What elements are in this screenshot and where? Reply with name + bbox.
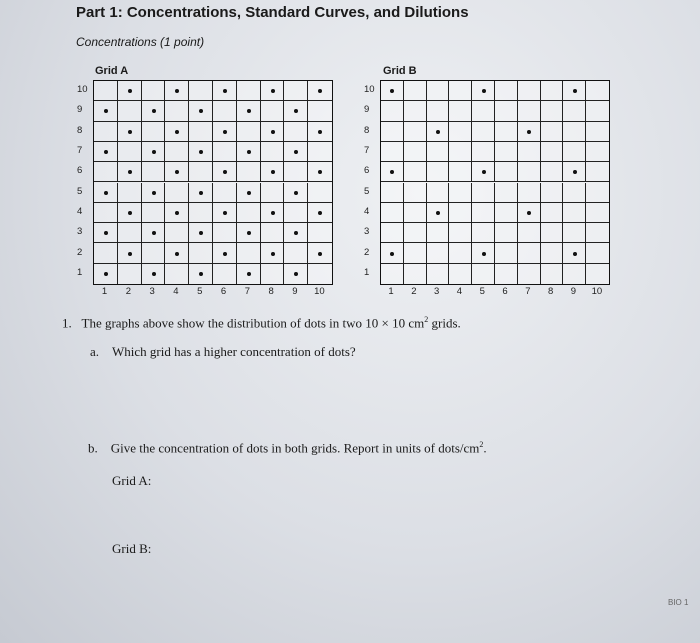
grid-cell xyxy=(449,101,472,121)
grid-dot xyxy=(573,89,577,93)
grid-cell xyxy=(495,264,518,284)
grid-cell xyxy=(94,203,118,223)
grid-dot xyxy=(527,130,531,134)
grid-cell xyxy=(189,81,213,101)
grid-dot xyxy=(318,211,322,215)
grid-cell xyxy=(261,142,285,162)
y-tick-label: 5 xyxy=(77,185,83,197)
x-tick-label: 10 xyxy=(314,286,325,297)
grid-cell xyxy=(381,264,404,284)
grid-dot xyxy=(152,191,156,195)
grid-dot xyxy=(175,252,179,256)
grid-cell xyxy=(381,223,404,243)
grid-cell xyxy=(541,162,564,182)
grid-a-label: Grid A xyxy=(95,65,129,77)
grid-dot xyxy=(223,252,227,256)
grid-cell xyxy=(563,142,586,162)
grid-cell xyxy=(541,203,564,223)
grid-cell xyxy=(404,183,427,203)
x-tick-label: 8 xyxy=(268,286,274,297)
grid-cell xyxy=(381,122,404,142)
y-tick-label: 8 xyxy=(364,124,370,136)
grid-cell xyxy=(261,223,285,243)
grid-dot xyxy=(247,191,251,195)
grid-cell xyxy=(472,223,495,243)
grid-cell xyxy=(586,264,609,284)
grid-cell xyxy=(213,264,237,284)
y-tick-label: 3 xyxy=(77,226,83,238)
grid-cell xyxy=(586,81,609,101)
grid-cell xyxy=(449,183,472,203)
grid-cell xyxy=(449,142,472,162)
grid-cell xyxy=(449,203,472,223)
x-tick-label: 7 xyxy=(244,286,250,297)
grid-cell xyxy=(541,142,564,162)
x-tick-label: 7 xyxy=(525,286,531,297)
grid-cell xyxy=(563,203,586,223)
grid-cell xyxy=(381,101,404,121)
grid-cell xyxy=(495,203,518,223)
grid-a xyxy=(93,80,333,285)
grid-dot xyxy=(247,231,251,235)
grid-cell xyxy=(261,264,285,284)
grid-cell xyxy=(586,142,609,162)
grid-cell xyxy=(284,162,308,182)
page-title: Part 1: Concentrations, Standard Curves, and Dilutions xyxy=(76,4,469,21)
grid-dot xyxy=(271,170,275,174)
question-1a-text: Which grid has a higher concentration of dots? xyxy=(112,344,356,359)
grid-dot xyxy=(152,231,156,235)
question-1-number: 1. xyxy=(62,315,72,331)
grid-cell xyxy=(261,183,285,203)
grid-cell xyxy=(118,264,142,284)
grid-cell xyxy=(404,264,427,284)
grid-cell xyxy=(449,264,472,284)
grid-dot xyxy=(247,272,251,276)
grid-dot xyxy=(104,272,108,276)
grid-dot xyxy=(271,211,275,215)
grid-cell xyxy=(404,101,427,121)
grid-cell xyxy=(165,142,189,162)
x-tick-label: 1 xyxy=(388,286,394,297)
grid-dot xyxy=(482,89,486,93)
grid-cell xyxy=(563,264,586,284)
grid-cell xyxy=(237,81,261,101)
grid-dot xyxy=(573,252,577,256)
grid-cell xyxy=(381,203,404,223)
x-tick-label: 5 xyxy=(197,286,203,297)
grid-cell xyxy=(518,264,541,284)
grid-cell xyxy=(427,162,450,182)
grid-cell xyxy=(118,101,142,121)
grid-dot xyxy=(128,252,132,256)
grid-cell xyxy=(284,122,308,142)
grid-cell xyxy=(142,122,166,142)
x-tick-label: 8 xyxy=(548,286,554,297)
grid-cell xyxy=(237,162,261,182)
grid-cell xyxy=(541,264,564,284)
grid-cell xyxy=(261,101,285,121)
grid-dot xyxy=(152,272,156,276)
grid-dot xyxy=(271,89,275,93)
y-tick-label: 6 xyxy=(77,165,83,177)
grid-dot xyxy=(199,272,203,276)
section-subtitle: Concentrations (1 point) xyxy=(76,35,205,49)
y-tick-label: 7 xyxy=(77,145,83,157)
grid-cell xyxy=(94,122,118,142)
answer-grid-b-label: Grid B: xyxy=(112,541,152,556)
grid-cell xyxy=(586,122,609,142)
x-tick-label: 6 xyxy=(502,286,508,297)
grid-cell xyxy=(165,264,189,284)
grid-cell xyxy=(165,183,189,203)
grid-cell xyxy=(472,101,495,121)
question-1b-superscript: 2 xyxy=(479,440,484,449)
grid-cell xyxy=(142,162,166,182)
grid-dot xyxy=(152,150,156,154)
grid-cell xyxy=(427,183,450,203)
question-1a-letter: a. xyxy=(90,344,100,359)
x-tick-label: 9 xyxy=(292,286,298,297)
grid-cell xyxy=(541,101,564,121)
grid-cell xyxy=(586,203,609,223)
grid-cell xyxy=(404,81,427,101)
grid-cell xyxy=(563,101,586,121)
grid-dot xyxy=(223,89,227,93)
grid-dot xyxy=(199,191,203,195)
x-tick-label: 4 xyxy=(456,286,463,297)
grid-cell xyxy=(495,122,518,142)
grid-cell xyxy=(381,183,404,203)
question-1-text-end: grids. xyxy=(428,315,461,331)
x-tick-label: 3 xyxy=(434,286,440,297)
y-tick-label: 6 xyxy=(364,165,370,177)
grid-dot xyxy=(318,130,322,134)
grid-cell xyxy=(563,122,586,142)
grid-cell xyxy=(541,243,564,263)
grid-cell xyxy=(427,81,450,101)
grid-cell xyxy=(213,142,237,162)
x-tick-label: 5 xyxy=(479,286,485,297)
grid-cell xyxy=(189,203,213,223)
y-tick-label: 1 xyxy=(364,266,370,278)
grid-cell xyxy=(518,142,541,162)
grid-cell xyxy=(495,162,518,182)
grid-cell xyxy=(449,223,472,243)
grid-cell xyxy=(213,101,237,121)
grid-cell xyxy=(404,162,427,182)
grid-dot xyxy=(247,150,251,154)
grid-cell xyxy=(586,183,609,203)
grid-cell xyxy=(142,81,166,101)
grid-cell xyxy=(427,142,450,162)
x-tick-label: 1 xyxy=(101,286,108,297)
grid-cell xyxy=(518,101,541,121)
grid-cell xyxy=(404,223,427,243)
grid-dot xyxy=(271,130,275,134)
grid-cell xyxy=(308,264,332,284)
y-tick-label: 10 xyxy=(364,84,375,96)
grid-cell xyxy=(308,223,332,243)
y-tick-label: 9 xyxy=(364,104,370,116)
grid-cell xyxy=(237,203,261,223)
y-tick-label: 8 xyxy=(77,124,83,136)
grid-cell xyxy=(518,223,541,243)
grid-cell xyxy=(541,122,564,142)
grid-cell xyxy=(213,183,237,203)
grid-cell xyxy=(495,223,518,243)
grid-dot xyxy=(294,191,298,195)
grid-dot xyxy=(104,150,108,154)
y-tick-label: 5 xyxy=(364,185,370,197)
grid-b-label: Grid B xyxy=(383,65,417,77)
y-tick-label: 3 xyxy=(364,226,370,238)
answer-grid-a-label: Grid A: xyxy=(112,473,152,488)
question-1b-text-end: . xyxy=(483,440,487,456)
grid-cell xyxy=(518,243,541,263)
grid-dot xyxy=(128,89,132,93)
x-tick-label: 2 xyxy=(411,286,417,297)
grid-cell xyxy=(586,243,609,263)
grid-cell xyxy=(495,81,518,101)
grid-cell xyxy=(237,243,261,263)
grid-cell xyxy=(189,243,213,263)
grid-cell xyxy=(586,223,609,243)
grid-cell xyxy=(449,81,472,101)
grid-cell xyxy=(449,243,472,263)
y-tick-label: 4 xyxy=(364,205,370,217)
grid-cell xyxy=(284,243,308,263)
grid-cell xyxy=(404,142,427,162)
grid-dot xyxy=(482,170,486,174)
grid-cell xyxy=(518,81,541,101)
grid-cell xyxy=(541,81,564,101)
question-1b xyxy=(88,440,487,456)
grid-cell xyxy=(284,203,308,223)
grid-cell xyxy=(213,223,237,243)
grid-cell xyxy=(495,183,518,203)
grid-dot xyxy=(271,252,275,256)
grid-cell xyxy=(308,142,332,162)
x-tick-label: 10 xyxy=(591,286,603,297)
x-tick-label: 9 xyxy=(570,286,577,297)
grid-cell xyxy=(118,142,142,162)
grid-cell xyxy=(518,183,541,203)
y-tick-label: 10 xyxy=(77,84,88,96)
grid-cell xyxy=(284,81,308,101)
grid-cell xyxy=(142,203,166,223)
grid-cell xyxy=(518,162,541,182)
grid-cell xyxy=(404,203,427,223)
grid-dot xyxy=(482,252,486,256)
grid-cell xyxy=(586,162,609,182)
grid-cell xyxy=(472,203,495,223)
grid-cell xyxy=(449,122,472,142)
grid-cell xyxy=(541,183,564,203)
y-tick-label: 2 xyxy=(364,246,370,258)
grid-cell xyxy=(495,101,518,121)
grid-cell xyxy=(449,162,472,182)
grid-dot xyxy=(436,130,440,134)
grid-cell xyxy=(404,122,427,142)
grid-cell xyxy=(586,101,609,121)
question-1a xyxy=(90,344,356,360)
grid-cell xyxy=(563,183,586,203)
x-tick-label: 2 xyxy=(125,286,131,297)
grid-cell xyxy=(118,183,142,203)
grid-cell xyxy=(427,223,450,243)
grid-cell xyxy=(495,243,518,263)
grid-dot xyxy=(223,130,227,134)
grid-cell xyxy=(94,243,118,263)
grid-cell xyxy=(427,264,450,284)
grid-b xyxy=(380,80,610,285)
grid-cell xyxy=(94,162,118,182)
x-tick-label: 3 xyxy=(149,286,155,297)
grid-cell xyxy=(165,223,189,243)
question-1-superscript: 2 xyxy=(424,315,429,324)
y-tick-label: 1 xyxy=(77,266,83,278)
question-1 xyxy=(62,315,461,331)
grid-dot xyxy=(318,252,322,256)
x-tick-label: 6 xyxy=(220,286,227,297)
grid-cell xyxy=(189,122,213,142)
grid-cell xyxy=(142,243,166,263)
question-1-text: The graphs above show the distribution of dots in two 10 × 10 cm xyxy=(81,315,425,331)
grid-cell xyxy=(94,81,118,101)
y-tick-label: 2 xyxy=(77,246,83,258)
grid-dot xyxy=(128,211,132,215)
grid-dot xyxy=(436,211,440,215)
grid-cell xyxy=(165,101,189,121)
grid-cell xyxy=(472,122,495,142)
question-1b-text: Give the concentration of dots in both grids. Report in units of dots/cm xyxy=(110,440,480,456)
y-tick-label: 9 xyxy=(77,104,83,116)
y-tick-label: 7 xyxy=(364,145,370,157)
grid-cell xyxy=(381,142,404,162)
grid-cell xyxy=(189,162,213,182)
grid-cell xyxy=(495,142,518,162)
grid-cell xyxy=(541,223,564,243)
question-1b-letter: b. xyxy=(88,440,98,456)
grid-cell xyxy=(427,243,450,263)
grid-cell xyxy=(237,122,261,142)
grid-cell xyxy=(472,264,495,284)
grid-cell xyxy=(118,223,142,243)
grid-cell xyxy=(427,101,450,121)
grid-dot xyxy=(128,130,132,134)
y-tick-label: 4 xyxy=(77,205,83,217)
grid-dot xyxy=(223,211,227,215)
grid-cell xyxy=(472,183,495,203)
grid-dot xyxy=(104,191,108,195)
grid-cell xyxy=(308,101,332,121)
grid-cell xyxy=(563,223,586,243)
x-tick-label: 4 xyxy=(173,286,179,297)
corner-course-code: BIO 1 xyxy=(668,598,689,607)
grid-cell xyxy=(308,183,332,203)
grid-cell xyxy=(404,243,427,263)
grid-cell xyxy=(472,142,495,162)
